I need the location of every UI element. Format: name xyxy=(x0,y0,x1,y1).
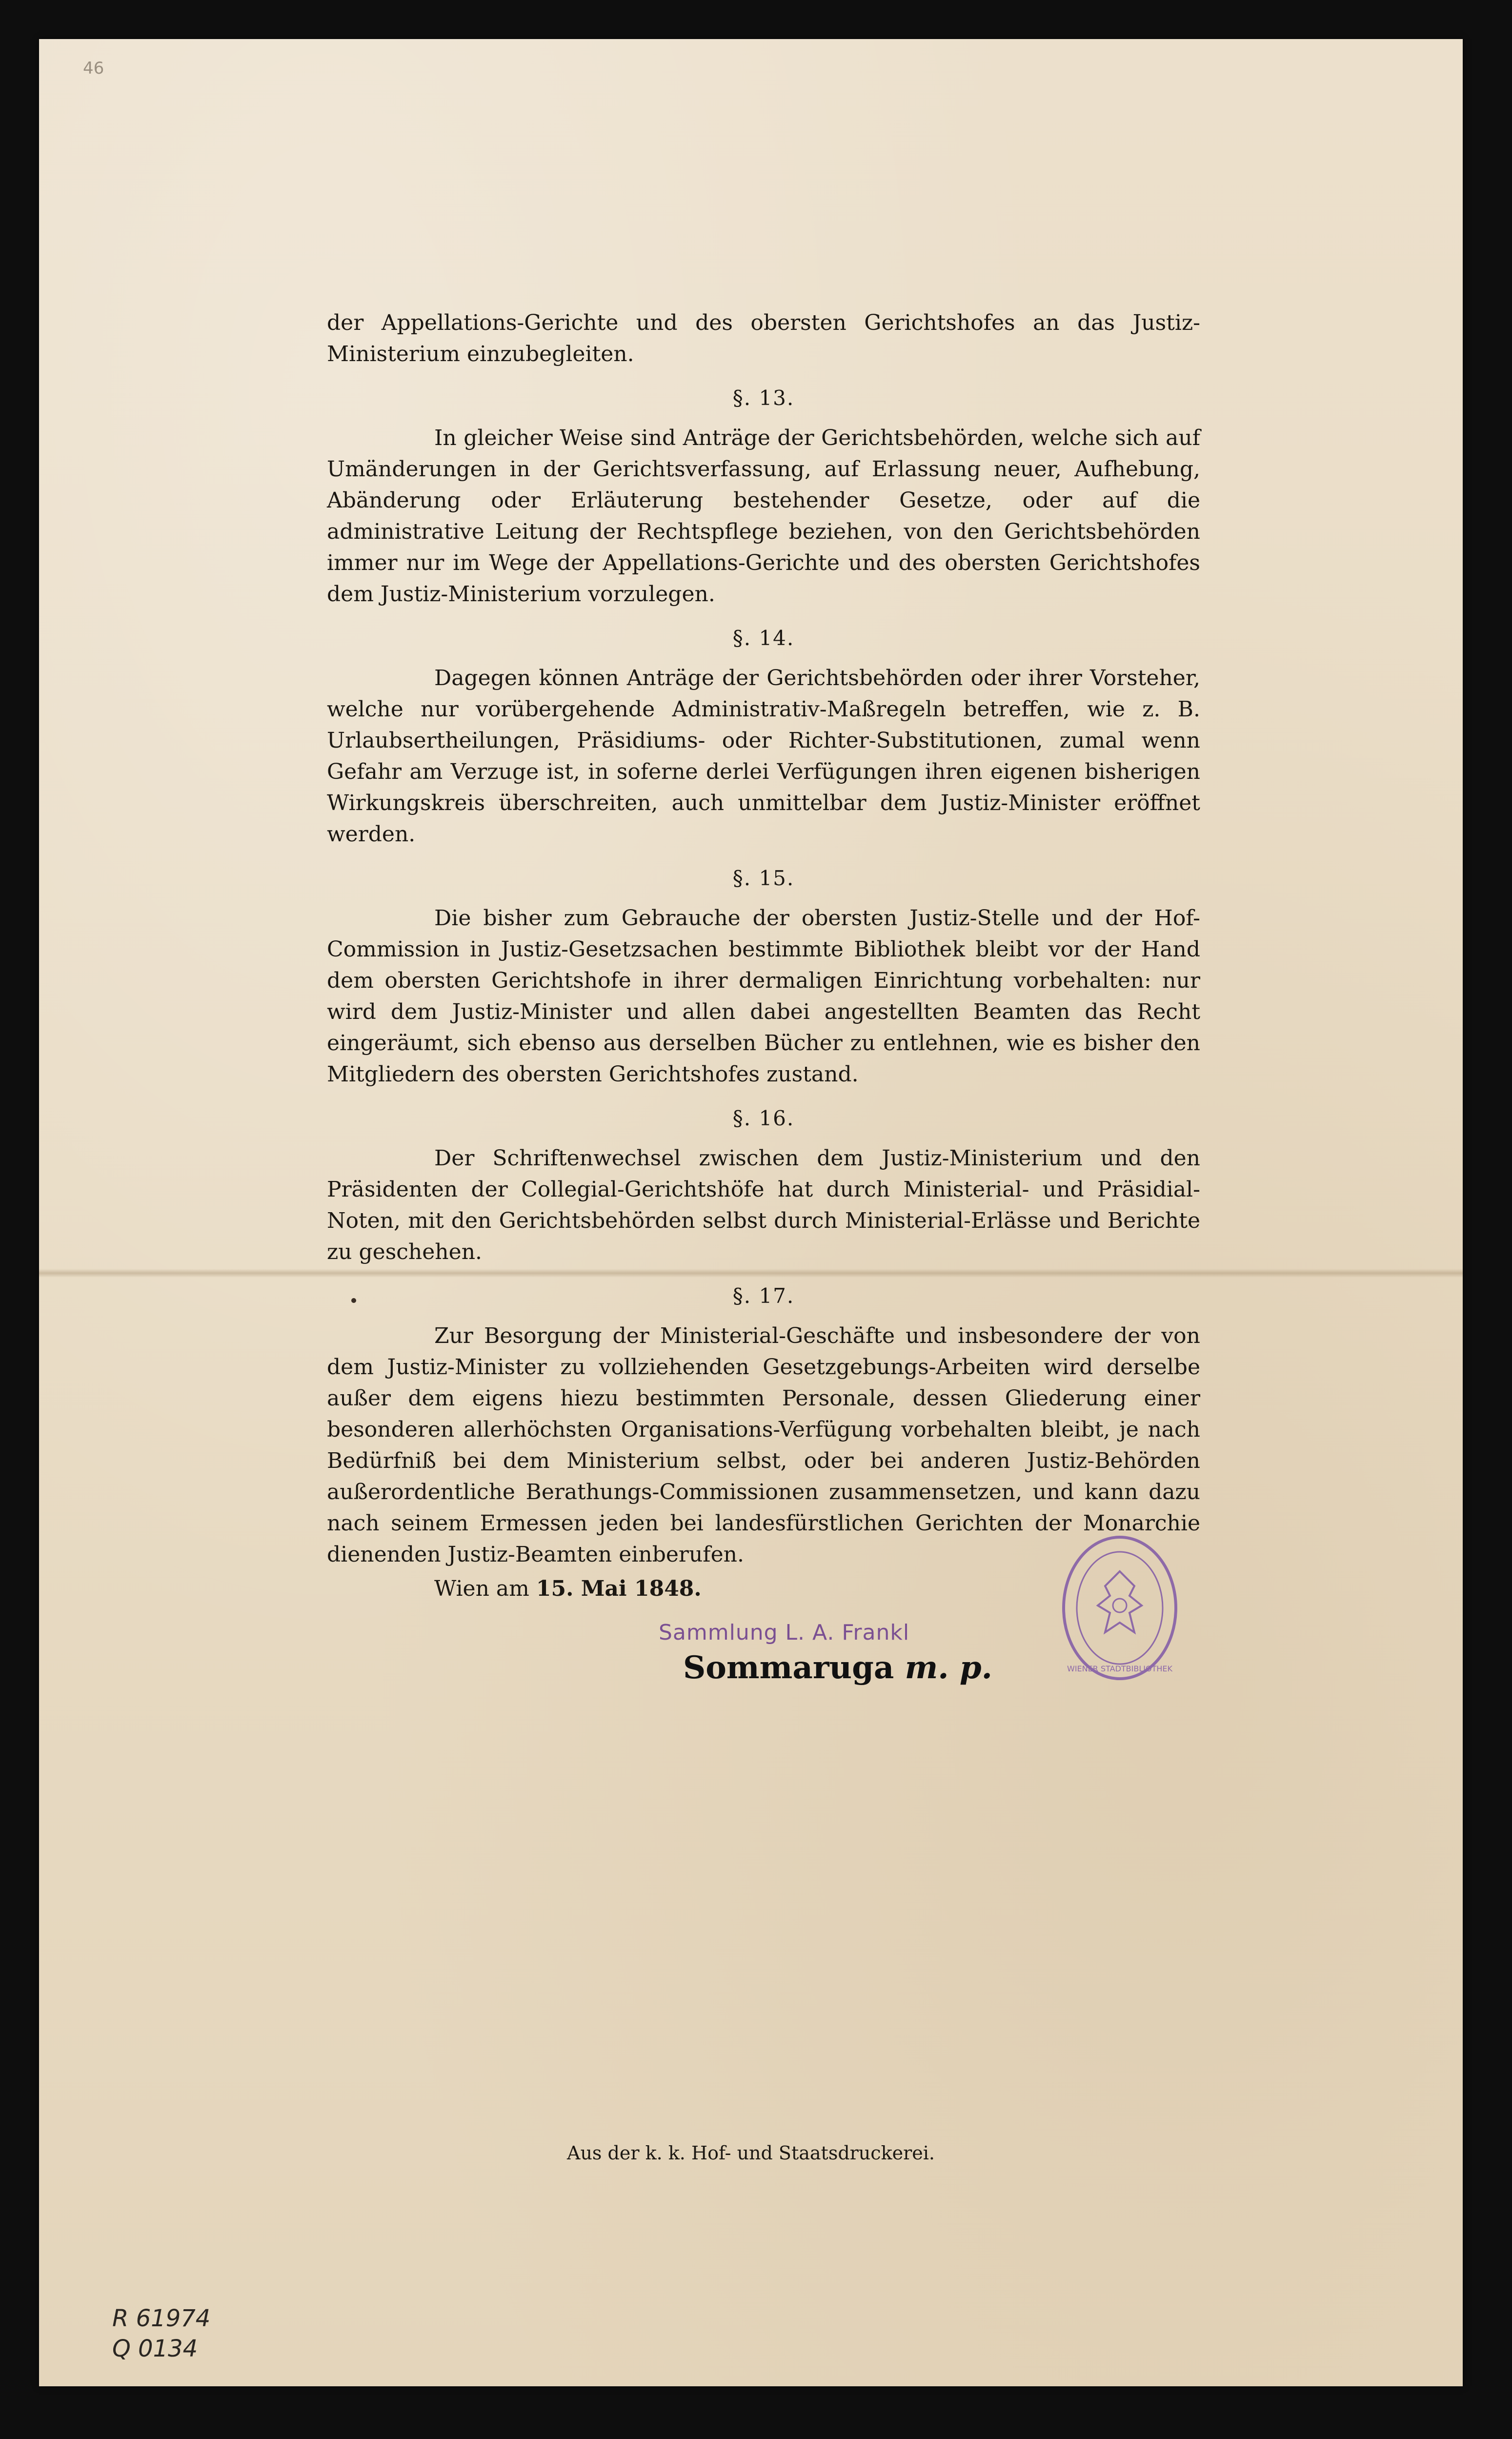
signature-suffix: m. p. xyxy=(905,1649,992,1686)
library-seal-text: WIENER STADTBIBLIOTHEK xyxy=(1067,1664,1172,1673)
section-text-17: Zur Besorgung der Ministerial-Geschäfte und insbesondere der von dem Justiz-Minister zu vollziehenden Gesetzgebungs-Arbeiten wird derselbe außer dem eigens hiezu bestimmten Personale, dessen Gliederung einer besonderen allerhöchsten Organisations-Verfügung vorbehalten bleibt, je nach Bedürfniß bei dem Ministerium selbst, oder bei anderen Justiz-Behörden außerordentliche Berathungs-Commissionen zusammensetzen, und kann dazu nach seinem Ermessen jeden bei landesfürstlichen Gerichten der Monarchie dienenden Justiz-Beamten einberufen. xyxy=(327,1323,1200,1567)
library-seal-stamp xyxy=(1059,1532,1181,1684)
signature-name: Sommaruga xyxy=(683,1649,894,1686)
section-heading-17: §. 17. xyxy=(732,1284,795,1308)
shelfmark-line-2: Q 0134 xyxy=(112,2335,198,2362)
section-heading-14: §. 14. xyxy=(732,626,795,650)
signature xyxy=(683,1649,992,1686)
body-text xyxy=(327,307,1200,1605)
intro-paragraph: der Appellations-Gerichte und des obersten Gerichtshofes an das Justiz-Ministerium einzubegleiten. xyxy=(327,310,1200,366)
section-text-13: In gleicher Weise sind Anträge der Gerichtsbehörden, welche sich auf Umänderungen in der Gerichtsverfassung, auf Erlassung neuer, Aufhebung, Abänderung oder Erläuterung bestehender Gesetze, oder auf die administrative Leitung der Rechtspflege beziehen, von den Gerichtsbehörden immer nur im Wege der Appellations-Gerichte und des obersten Gerichtshofes dem Justiz-Ministerium vorzulegen. xyxy=(327,426,1200,607)
date-prefix: Wien am xyxy=(434,1576,529,1601)
section-heading-16: §. 16. xyxy=(732,1106,795,1130)
pencil-page-number: 46 xyxy=(83,59,104,78)
document-page xyxy=(39,39,1463,2386)
shelfmark xyxy=(112,2303,210,2364)
section-text-15: Die bisher zum Gebrauche der obersten Justiz-Stelle und der Hof-Commission in Justiz-Gesetzsachen bestimmte Bibliothek bleibt vor der Hand dem obersten Gerichtshofe in ihrer dermaligen Einrichtung vorbehalten: nur wird dem Justiz-Minister und allen dabei angestellten Beamten das Recht eingeräumt, sich ebenso aus derselben Bücher zu entlehnen, wie es bisher den Mitgliedern des obersten Gerichtshofes zustand. xyxy=(327,906,1200,1087)
date-value: 15. Mai 1848. xyxy=(536,1576,702,1601)
eagle-icon xyxy=(1098,1571,1142,1632)
printer-imprint: Aus der k. k. Hof- und Staatsdruckerei. xyxy=(567,2142,935,2164)
section-heading-13: §. 13. xyxy=(732,386,795,410)
section-heading-15: §. 15. xyxy=(732,866,795,890)
section-text-14: Dagegen können Anträge der Gerichtsbehörden oder ihrer Vorsteher, welche nur vorübergehende Administrativ-Maßregeln betreffen, wie z. B. Urlaubsertheilungen, Präsidiums- oder Richter-Substitutionen, zumal wenn Gefahr am Verzuge ist, in soferne derlei Verfügungen ihren eigenen bisherigen Wirkungskreis überschreiten, auch unmittelbar dem Justiz-Minister eröffnet werden. xyxy=(327,666,1200,847)
section-text-16: Der Schriftenwechsel zwischen dem Justiz-Ministerium und den Präsidenten der Collegial-Gerichtshöfe hat durch Ministerial- und Präsidial-Noten, mit den Gerichtsbehörden selbst durch Ministerial-Erlässe und Berichte zu geschehen. xyxy=(327,1146,1200,1264)
shelfmark-line-1: R 61974 xyxy=(112,2305,211,2332)
collection-stamp: Sammlung L. A. Frankl xyxy=(659,1620,910,1645)
